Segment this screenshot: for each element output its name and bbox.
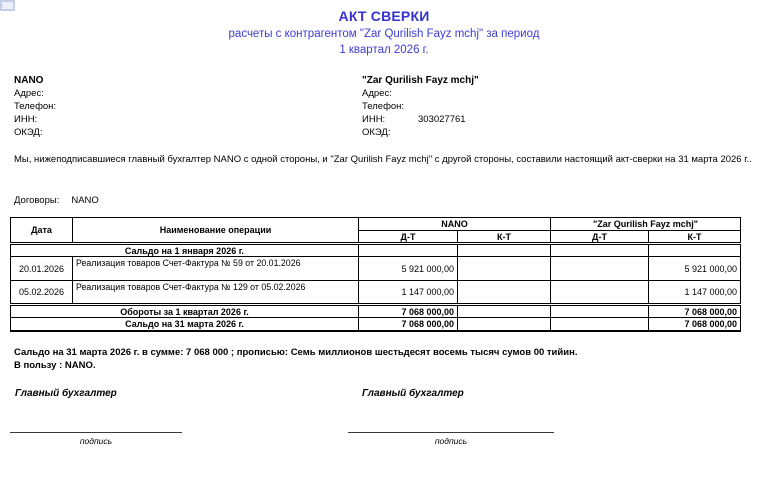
table-row bbox=[11, 281, 741, 305]
document-period: 1 квартал 2026 г. bbox=[339, 44, 429, 56]
contracts-value: NANO bbox=[71, 195, 99, 206]
row-zar-kt: 1 147 000,00 bbox=[649, 281, 741, 305]
oked-label: ОКЭД: bbox=[362, 127, 391, 138]
right-signatory-title: Главный бухгалтер bbox=[362, 388, 464, 399]
oked-label: ОКЭД: bbox=[14, 127, 43, 138]
table-row bbox=[11, 257, 741, 281]
turnover-nano-kt bbox=[458, 305, 551, 318]
oked-value bbox=[70, 126, 344, 139]
party-left-oked-row bbox=[14, 126, 344, 139]
row-nano-kt bbox=[458, 257, 551, 281]
closing-balance-row bbox=[11, 318, 741, 331]
turnover-zar-dt bbox=[551, 305, 649, 318]
address-label: Адрес: bbox=[362, 88, 392, 99]
opening-zar-dt bbox=[551, 244, 649, 257]
phone-label: Телефон: bbox=[362, 101, 405, 112]
summary-favor-line: В пользу : NANO. bbox=[14, 360, 96, 371]
inn-value: 303027761 bbox=[418, 114, 466, 125]
closing-balance-label: Сальдо на 31 марта 2026 г. bbox=[11, 318, 359, 331]
opening-balance-label: Сальдо на 1 января 2026 г. bbox=[11, 244, 359, 257]
row-date: 20.01.2026 bbox=[11, 257, 73, 281]
party-left-inn-row bbox=[14, 113, 344, 126]
reconciliation-table bbox=[10, 217, 741, 332]
row-zar-dt bbox=[551, 257, 649, 281]
right-signature-line bbox=[348, 432, 554, 433]
opening-nano-kt bbox=[458, 244, 551, 257]
row-operation: Реализация товаров Счет-Фактура № 59 от 20.01.2026 bbox=[73, 257, 359, 281]
left-signatory-title: Главный бухгалтер bbox=[15, 388, 117, 399]
left-signature-line bbox=[10, 432, 182, 433]
turnover-nano-dt: 7 068 000,00 bbox=[359, 305, 458, 318]
closing-nano-dt: 7 068 000,00 bbox=[359, 318, 458, 331]
address-value bbox=[70, 87, 344, 100]
col-group-zar: "Zar Qurilish Fayz mchj" bbox=[551, 218, 741, 231]
right-signature-caption: подпись bbox=[434, 436, 468, 446]
inn-label: ИНН: bbox=[362, 114, 386, 125]
col-header-date: Дата bbox=[11, 218, 73, 244]
party-right-phone-row bbox=[362, 100, 692, 113]
col-header-operation: Наименование операции bbox=[73, 218, 359, 244]
turnover-row bbox=[11, 305, 741, 318]
turnover-zar-kt: 7 068 000,00 bbox=[649, 305, 741, 318]
row-date: 05.02.2026 bbox=[11, 281, 73, 305]
party-right-name: "Zar Qurilish Fayz mchj" bbox=[362, 75, 479, 86]
inn-value bbox=[70, 113, 344, 126]
address-value bbox=[418, 87, 692, 100]
table-header-row-groups bbox=[11, 218, 741, 231]
document-title: АКТ СВЕРКИ bbox=[338, 8, 430, 24]
row-nano-dt: 5 921 000,00 bbox=[359, 257, 458, 281]
col-header-zar-kt: К-Т bbox=[649, 231, 741, 244]
col-group-nano: NANO bbox=[359, 218, 551, 231]
address-label: Адрес: bbox=[14, 88, 44, 99]
col-header-nano-dt: Д-Т bbox=[359, 231, 458, 244]
phone-label: Телефон: bbox=[14, 101, 57, 112]
left-signature-caption: подпись bbox=[79, 436, 113, 446]
party-left-address-row bbox=[14, 87, 344, 100]
party-left-name: NANO bbox=[14, 75, 44, 86]
closing-zar-dt bbox=[551, 318, 649, 331]
row-nano-kt bbox=[458, 281, 551, 305]
party-left-phone-row bbox=[14, 100, 344, 113]
opening-zar-kt bbox=[649, 244, 741, 257]
party-right-inn-row bbox=[362, 113, 692, 126]
party-right-address-row bbox=[362, 87, 692, 100]
row-zar-kt: 5 921 000,00 bbox=[649, 257, 741, 281]
row-operation: Реализация товаров Счет-Фактура № 129 от 05.02.2026 bbox=[73, 281, 359, 305]
summary-amount-line: Сальдо на 31 марта 2026 г. в сумме: 7 068 000 ; прописью: Семь миллионов шестьдесят восемь тысяч сумов 00 тийин. bbox=[14, 347, 578, 358]
closing-nano-kt bbox=[458, 318, 551, 331]
party-right-block bbox=[362, 74, 692, 139]
closing-zar-kt: 7 068 000,00 bbox=[649, 318, 741, 331]
intro-paragraph: Мы, нижеподписавшиеся главный бухгалтер NANO с одной стороны, и "Zar Qurilish Fayz mchj" с другой стороны, составили настоящий акт-сверки на 31 марта 2026 г.. bbox=[14, 154, 752, 165]
phone-value bbox=[418, 100, 692, 113]
document-subtitle: расчеты с контрагентом "Zar Qurilish Fayz mchj" за период bbox=[228, 28, 540, 40]
row-zar-dt bbox=[551, 281, 649, 305]
party-right-oked-row bbox=[362, 126, 692, 139]
contracts-label: Договоры: bbox=[14, 195, 60, 206]
turnover-label: Обороты за 1 квартал 2026 г. bbox=[11, 305, 359, 318]
opening-nano-dt bbox=[359, 244, 458, 257]
party-left-block bbox=[14, 74, 344, 139]
col-header-nano-kt: К-Т bbox=[458, 231, 551, 244]
summary-block bbox=[14, 346, 756, 372]
inn-label: ИНН: bbox=[14, 114, 38, 125]
opening-balance-row bbox=[11, 244, 741, 257]
oked-value bbox=[418, 126, 692, 139]
row-nano-dt: 1 147 000,00 bbox=[359, 281, 458, 305]
contracts-line bbox=[14, 195, 99, 206]
phone-value bbox=[70, 100, 344, 113]
col-header-zar-dt: Д-Т bbox=[551, 231, 649, 244]
